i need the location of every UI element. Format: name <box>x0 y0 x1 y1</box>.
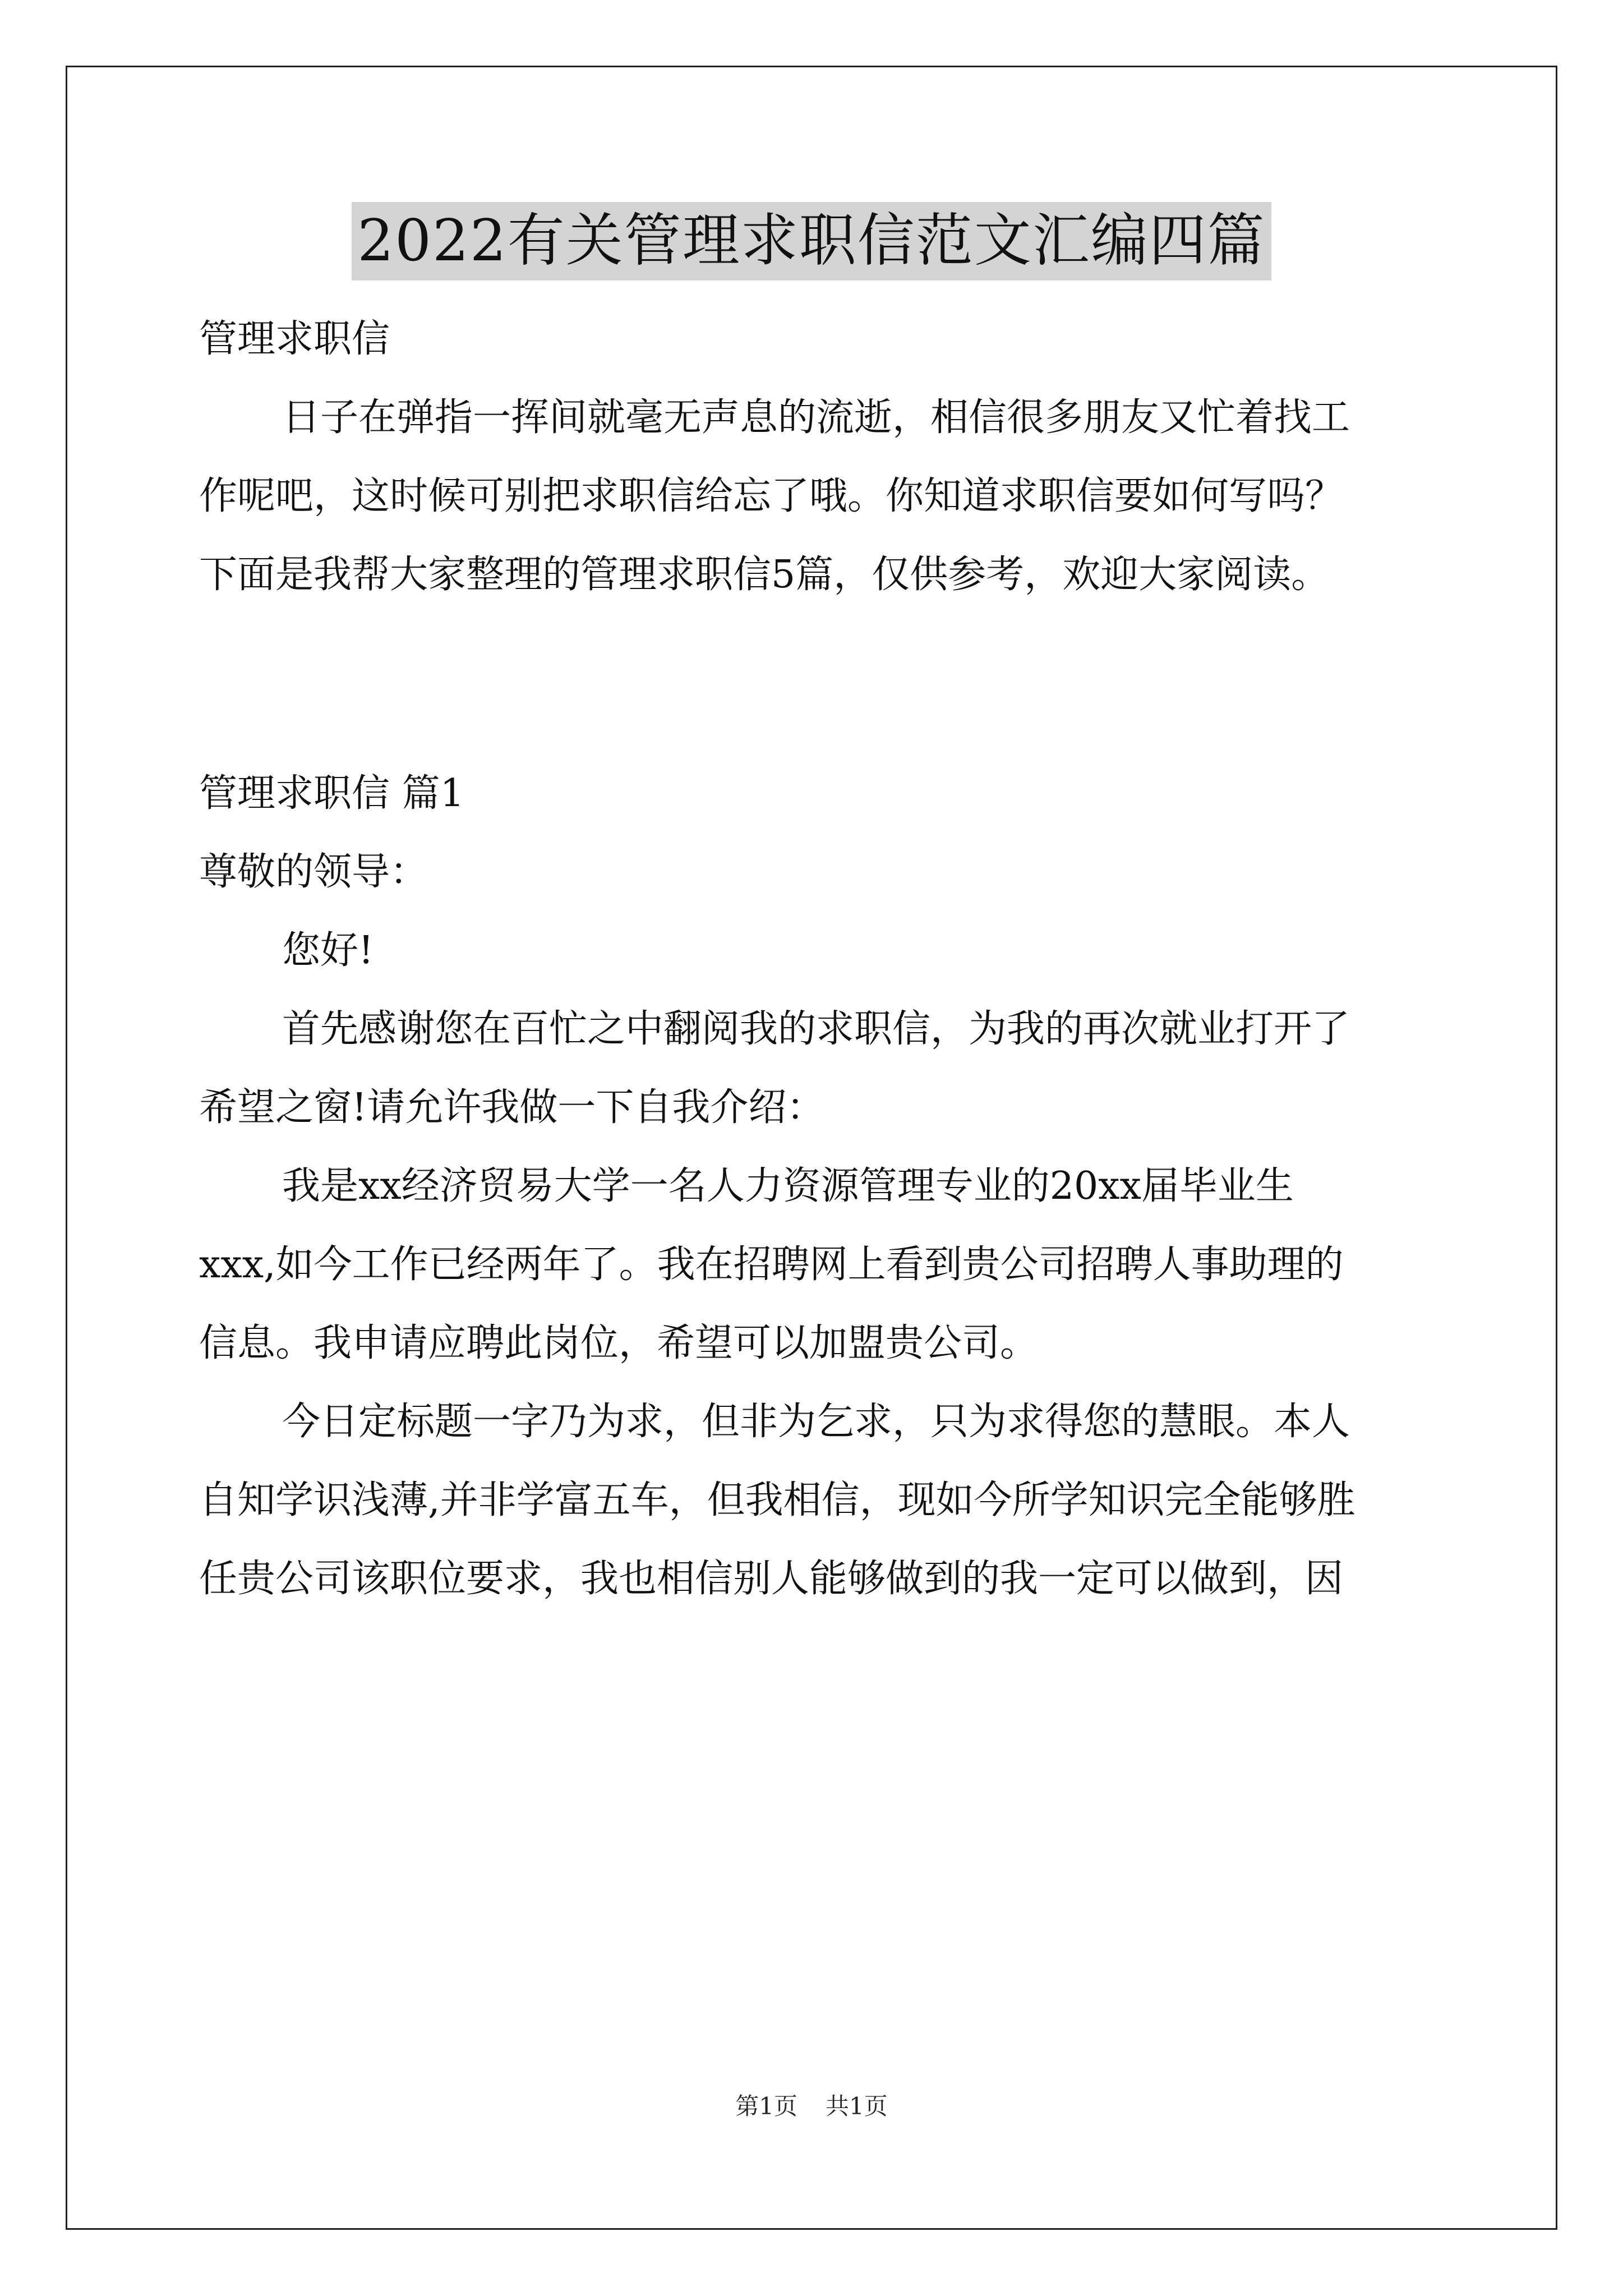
paragraph-line: 任贵公司该职位要求，我也相信别人能够做到的我一定可以做到，因 <box>199 1557 1344 1601</box>
paragraph-line: 首先感谢您在百忙之中翻阅我的求职信，为我的再次就业打开了 <box>282 1007 1350 1051</box>
paragraph-line: 自知学识浅薄,并非学富五车，但我相信，现如今所学知识完全能够胜 <box>199 1478 1355 1522</box>
paragraph-line: 今日定标题一字乃为求，但非为乞求，只为求得您的慧眼。本人 <box>282 1400 1350 1444</box>
title-container <box>0 202 1623 280</box>
section-heading: 管理求职信 <box>199 317 390 361</box>
paragraph-line: 希望之窗!请允许我做一下自我介绍： <box>199 1085 825 1130</box>
intro-line: 作呢吧，这时候可别把求职信给忘了哦。你知道求职信要如何写吗？ <box>199 474 1344 518</box>
paragraph-line: xxx,如今工作已经两年了。我在招聘网上看到贵公司招聘人事助理的 <box>199 1243 1344 1287</box>
salutation: 尊敬的领导： <box>199 850 428 894</box>
paragraph-line: 信息。我申请应聘此岗位，希望可以加盟贵公司。 <box>199 1321 1039 1365</box>
article-heading: 管理求职信 篇1 <box>199 771 464 816</box>
paragraph-line: 我是xx经济贸易大学一名人力资源管理专业的20xx届毕业生 <box>282 1164 1294 1208</box>
intro-line: 日子在弹指一挥间就毫无声息的流逝，相信很多朋友又忙着找工 <box>282 395 1350 440</box>
page-number: 第1页 <box>735 2092 797 2120</box>
intro-line: 下面是我帮大家整理的管理求职信5篇，仅供参考，欢迎大家阅读。 <box>199 553 1330 597</box>
document-title: 2022有关管理求职信范文汇编四篇 <box>352 202 1271 280</box>
document-body <box>199 300 1438 1618</box>
page-footer <box>0 2090 1623 2123</box>
greeting: 您好! <box>282 928 374 973</box>
page-total: 共1页 <box>826 2092 888 2120</box>
